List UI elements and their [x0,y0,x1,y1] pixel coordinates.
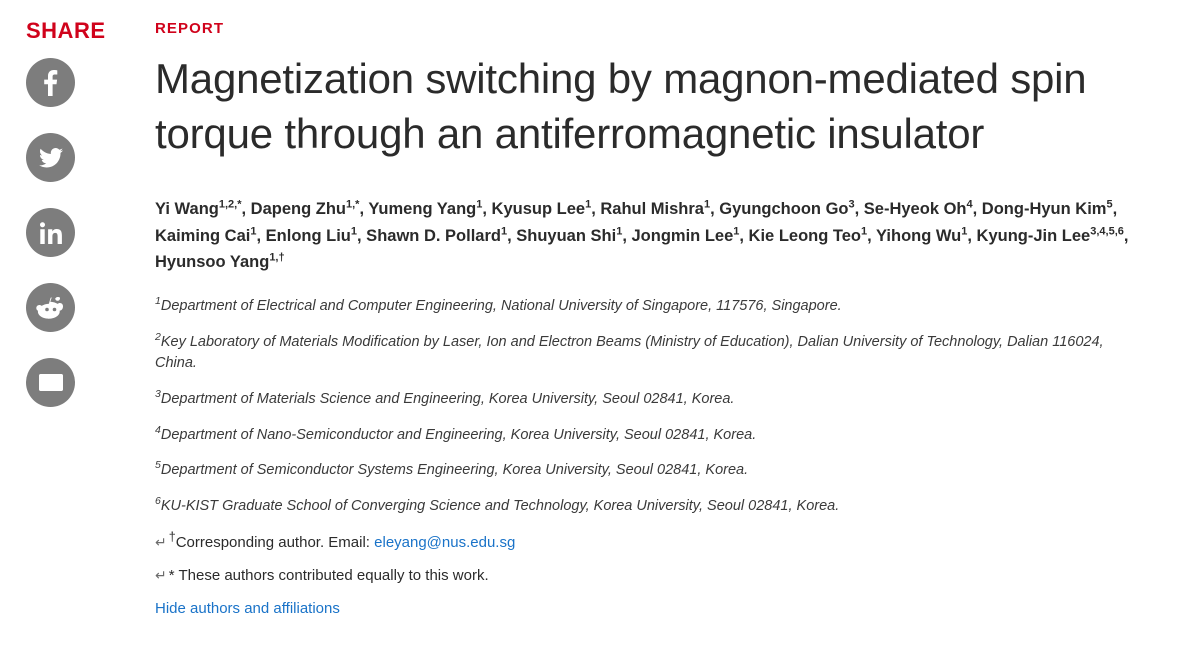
reddit-icon [39,297,63,318]
affiliation-item [155,494,1148,518]
affiliation-marker: 6 [155,494,161,507]
affiliation-item [155,294,1148,318]
affiliation-text: Key Laboratory of Materials Modification by Laser, Ion and Electron Beams (Ministry of Education), Dalian University of Technology, Dalian 116024, China. [155,333,1104,372]
linkedin-icon [40,222,62,244]
equal-contribution-note [155,565,1148,586]
return-arrow-icon: ↵ [155,567,167,584]
facebook-share-button[interactable] [26,58,75,107]
article-header [155,0,1178,650]
share-sidebar [0,0,155,650]
author-list: Yi Wang$^{1,2,*}$, Dapeng Zhu$^{1,*}$, Yumeng Yang$^1$, Kyusup Lee$^1$, Rahul Mishra$^1$, Gyungchoon Go$^3$, Se-Hyeok Oh$^4$, Dong-Hyun Kim$^5$, Kaiming Cai$^1$, Enlong Liu$^1$, Shawn D. Pollard$^1$, Shuyuan Shi$^1$, Jongmin Lee$^1$, Kie Leong Teo$^1$, Yihong Wu$^1$, Kyung-Jin Lee$^{3,4,5,6}$, Hyunsoo Yang$^{1,\dagger}$ [155,198,1129,272]
linkedin-share-button[interactable] [26,208,75,257]
email-icon [39,374,63,391]
share-label: SHARE [26,18,106,43]
affiliation-item [155,423,1148,447]
affiliation-item [155,387,1148,411]
corresponding-author-note [155,529,1148,553]
corresponding-marker: † [168,530,176,545]
affiliation-item [155,330,1148,375]
affiliation-text: KU-KIST Graduate School of Converging Science and Technology, Korea University, Seoul 02841, Korea. [160,497,840,514]
affiliation-text: Department of Nano-Semiconductor and Engineering, Korea University, Seoul 02841, Korea. [160,426,757,443]
article-type-kicker: REPORT [155,20,225,37]
affiliation-marker: 1 [155,295,161,308]
affiliation-list [155,294,1148,517]
affiliation-marker: 5 [155,459,161,472]
affiliation-text: Department of Materials Science and Engineering, Korea University, Seoul 02841, Korea. [160,390,735,407]
affiliation-marker: 2 [155,330,161,343]
twitter-share-button[interactable] [26,133,75,182]
facebook-icon [44,70,57,96]
hide-authors-link[interactable]: Hide authors and affiliations [155,600,340,618]
page-title: Magnetization switching by magnon-mediated spin torque through an antiferromagnetic insulator [155,55,1087,158]
corresponding-email-link[interactable]: eleyang@nus.edu.sg [374,534,516,552]
corresponding-text: Corresponding author. Email: [175,534,375,552]
share-icon-list [26,58,155,407]
affiliation-text: Department of Semiconductor Systems Engineering, Korea University, Seoul 02841, Korea. [160,461,749,478]
affiliation-marker: 4 [155,423,161,436]
affiliation-text: Department of Electrical and Computer Engineering, National University of Singapore, 117576, Singapore. [160,297,842,314]
reddit-share-button[interactable] [26,283,75,332]
email-share-button[interactable] [26,358,75,407]
affiliation-item [155,458,1148,482]
equal-contribution-text: * These authors contributed equally to this work. [168,567,489,585]
twitter-icon [39,148,63,168]
return-arrow-icon: ↵ [155,534,167,551]
affiliation-marker: 3 [155,387,161,400]
